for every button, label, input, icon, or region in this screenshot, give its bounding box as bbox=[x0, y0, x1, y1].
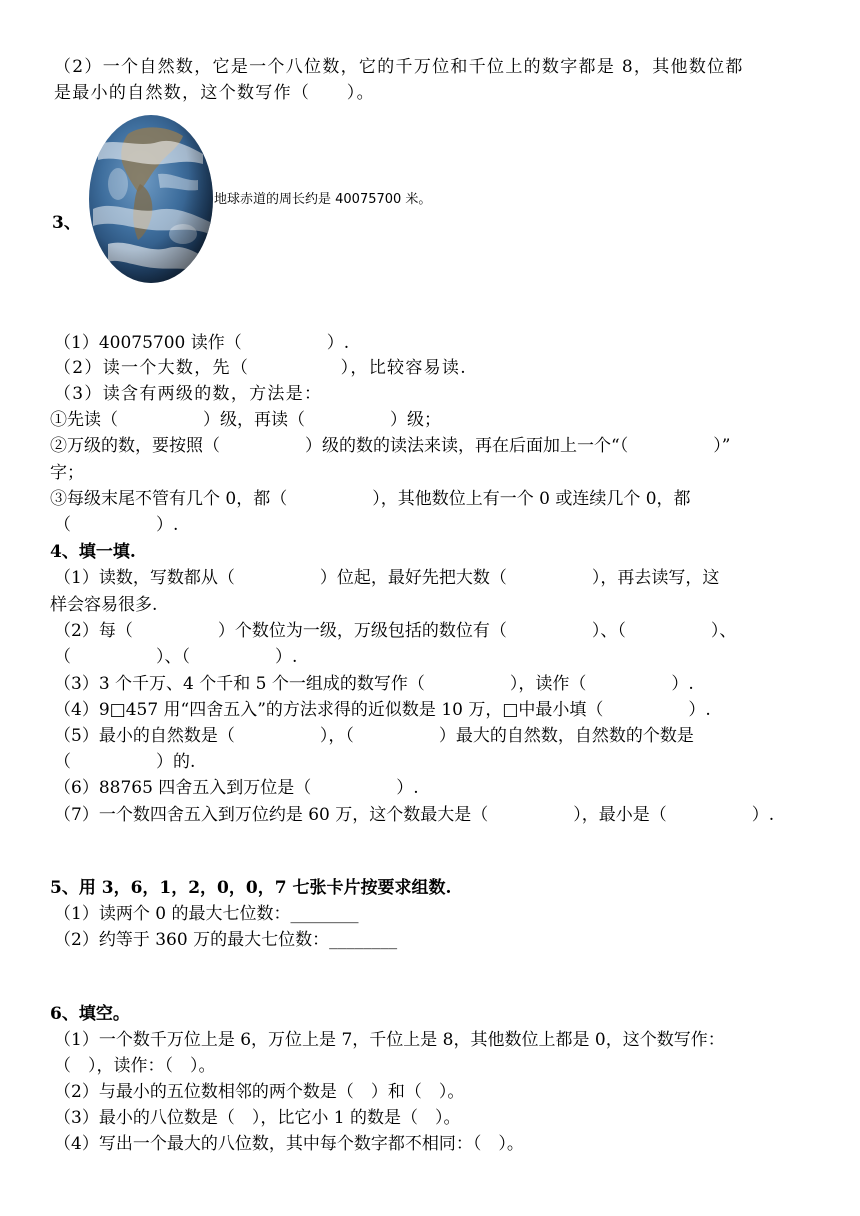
q5-title: 5、用 3，6，1，2，0，0，7 七张卡片按要求组数. bbox=[50, 878, 452, 898]
q4-line-7: （5）最小的自然数是（ ），（ ）最大的自然数，自然数的个数是 bbox=[54, 726, 694, 746]
q6-line-3: （2）与最小的五位数相邻的两个数是（ ）和（ ）。 bbox=[54, 1082, 465, 1102]
q3-line-2: （2）读一个大数，先（ ），比较容易读. bbox=[54, 358, 467, 378]
q6-line-2: （ ），读作：（ ）。 bbox=[54, 1056, 216, 1076]
q4-line-3: （2）每（ ）个数位为一级，万级包括的数位有（ ）、（ ）、 bbox=[54, 621, 737, 641]
q4-line-6: （4）9□457 用“四舍五入”的方法求得的近似数是 10 万，□中最小填（ ）. bbox=[54, 700, 711, 720]
q4-line-9: （6）88765 四舍五入到万位是（ ）. bbox=[54, 778, 419, 798]
q6-title: 6、填空。 bbox=[50, 1004, 130, 1024]
q2-2-line2: 是最小的自然数，这个数写作（ ）。 bbox=[54, 83, 375, 103]
q4-title: 4、填一填. bbox=[50, 542, 136, 562]
q2-2-line1: （2）一个自然数，它是一个八位数，它的千万位和千位上的数字都是 8，其他数位都 bbox=[54, 57, 744, 77]
earth-icon bbox=[88, 114, 214, 284]
q3-line-5: ②万级的数，要按照（ ）级的数的读法来读，再在后面加上一个“（ ）” bbox=[50, 436, 731, 456]
q5-line-2: （2）约等于 360 万的最大七位数：________ bbox=[54, 930, 398, 950]
q3-line-1: （1）40075700 读作（ ）. bbox=[54, 333, 350, 353]
q4-line-4: （ ）、（ ）. bbox=[54, 647, 298, 667]
q3-number: 3、 bbox=[52, 213, 81, 233]
q3-line-3: （3）读含有两级的数，方法是： bbox=[54, 384, 323, 404]
q3-caption: 地球赤道的周长约是 40075700 米。 bbox=[214, 192, 432, 207]
q4-line-2: 样会容易很多. bbox=[50, 595, 158, 615]
earth-globe-photo bbox=[88, 114, 214, 284]
q4-line-8: （ ）的. bbox=[54, 752, 196, 772]
q4-line-5: （3）3 个千万、4 个千和 5 个一组成的数写作（ ），读作（ ）. bbox=[54, 674, 694, 694]
q6-line-4: （3）最小的八位数是（ ），比它小 1 的数是（ ）。 bbox=[54, 1108, 461, 1128]
q5-line-1: （1）读两个 0 的最大七位数：________ bbox=[54, 904, 359, 924]
q6-line-1: （1）一个数千万位上是 6，万位上是 7，千位上是 8，其他数位上都是 0，这个数写作： bbox=[54, 1030, 725, 1050]
q3-line-4: ①先读（ ）级，再读（ ）级； bbox=[50, 410, 441, 430]
q4-line-1: （1）读数，写数都从（ ）位起，最好先把大数（ ），再去读写，这 bbox=[54, 568, 720, 588]
q3-line-6: 字； bbox=[50, 463, 84, 483]
q4-line-10: （7）一个数四舍五入到万位约是 60 万，这个数最大是（ ），最小是（ ）. bbox=[54, 805, 775, 825]
q6-line-5: （4）写出一个最大的八位数，其中每个数字都不相同：（ ）。 bbox=[54, 1134, 524, 1154]
q3-line-7: ③每级末尾不管有几个 0，都（ ），其他数位上有一个 0 或连续几个 0，都 bbox=[50, 489, 691, 509]
q3-line-8: （ ）. bbox=[54, 515, 179, 535]
